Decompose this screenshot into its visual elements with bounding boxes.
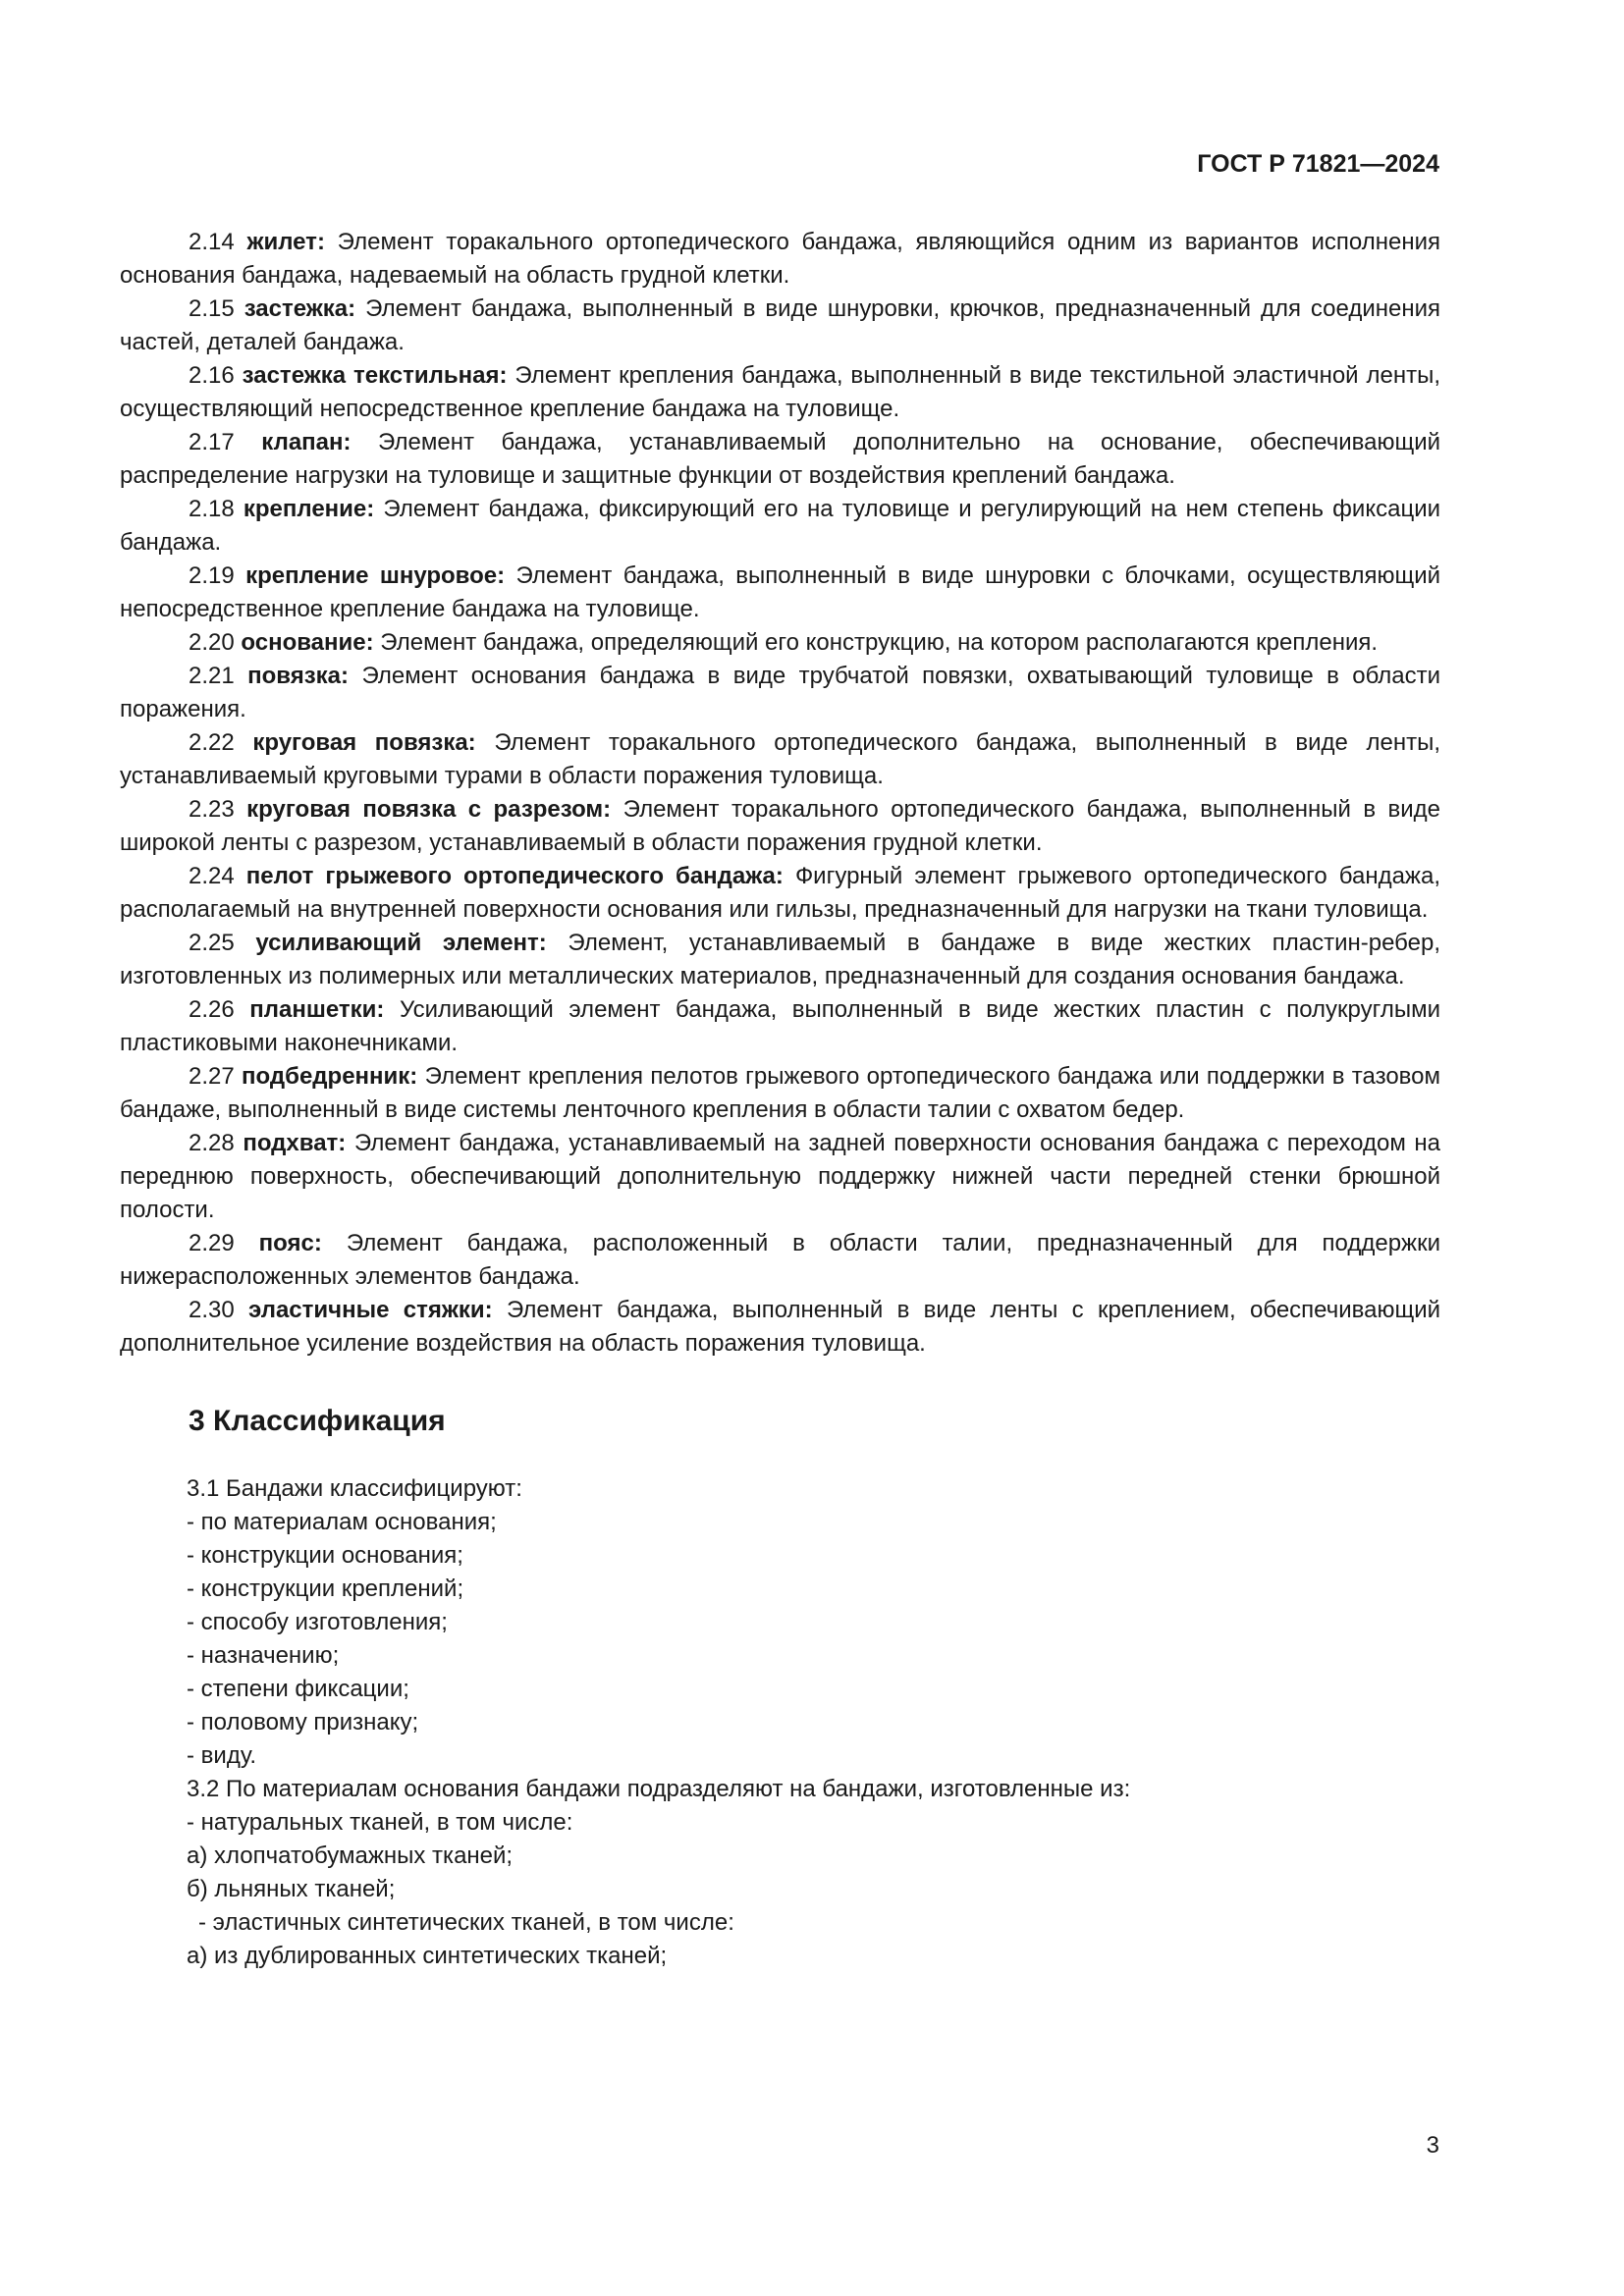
definition-item: 2.26 планшетки: Усиливающий элемент бандажа, выполненный в виде жестких пластин с полукруглыми пластиковыми наконечниками. [120, 996, 1440, 1056]
definition-term: крепление шнуровое: [245, 562, 506, 589]
definition-term: подхват: [243, 1130, 347, 1156]
list-item: а) хлопчатобумажных тканей; [187, 1842, 514, 1869]
clause-3-2: 3.2 По материалам основания бандажи подразделяют на бандажи, изготовленные из: [187, 1776, 1131, 1802]
definition-term: планшетки: [249, 996, 385, 1023]
definition-term: подбедренник: [242, 1063, 418, 1090]
definition-term: пелот грыжевого ортопедического бандажа: [245, 863, 784, 889]
definition-item: 2.27 подбедренник: Элемент крепления пелотов грыжевого ортопедического бандажа или поддержки в тазовом бандаже, выполненный в виде системы ленточного крепления в области талии с охватом бедер. [120, 1063, 1441, 1123]
definition-item: 2.16 застежка текстильная: Элемент крепления бандажа, выполненный в виде текстильной эластичной ленты, осуществляющий непосредственное крепление бандажа на туловище. [120, 362, 1440, 422]
definition-item: 2.21 повязка: Элемент основания бандажа в виде трубчатой повязки, охватывающий туловище в области поражения. [120, 663, 1441, 722]
definition-term: круговая повязка с разрезом: [246, 796, 612, 823]
definition-term: повязка: [247, 663, 350, 689]
section-heading: 3 Классификация [189, 1405, 446, 1437]
definition-item: 2.15 застежка: Элемент бандажа, выполненный в виде шнуровки, крючков, предназначенный для соединения частей, деталей бандажа. [120, 295, 1441, 355]
list-item: - виду. [187, 1742, 257, 1769]
definition-term: эластичные стяжки: [248, 1297, 493, 1323]
list-item: а) из дублированных синтетических тканей; [187, 1943, 668, 1969]
definition-term: застежка текстильная: [242, 362, 508, 389]
list-item: - конструкции креплений; [187, 1575, 464, 1602]
definition-term: крепление: [243, 496, 375, 522]
definition-term: усиливающий элемент: [255, 930, 547, 956]
definition-term: застежка: [244, 295, 356, 322]
definition-term: клапан: [261, 429, 352, 455]
definition-item: 2.30 эластичные стяжки: Элемент бандажа, выполненный в виде ленты с креплением, обеспечивающий дополнительное усиление воздействия на область поражения туловища. [120, 1297, 1441, 1357]
definition-item: 2.29 пояс: Элемент бандажа, расположенный в области талии, предназначенный для поддержки нижерасположенных элементов бандажа. [120, 1230, 1441, 1290]
definition-item: 2.22 круговая повязка: Элемент торакального ортопедического бандажа, выполненный в виде ленты, устанавливаемый круговыми турами в области поражения туловища. [120, 729, 1440, 789]
definition-item: 2.17 клапан: Элемент бандажа, устанавливаемый дополнительно на основание, обеспечивающий распределение нагрузки на туловище и защитные функции от воздействия креплений бандажа. [120, 429, 1441, 489]
list-item: - назначению; [187, 1642, 340, 1669]
definition-item: 2.14 жилет: Элемент торакального ортопедического бандажа, являющийся одним из вариантов исполнения основания бандажа, надеваемый на область грудной клетки. [120, 229, 1441, 289]
classification-section [120, 1472, 1440, 1973]
list-item: - конструкции основания; [187, 1542, 463, 1569]
definition-item: 2.24 пелот грыжевого ортопедического бандажа: Фигурный элемент грыжевого ортопедического бандажа, располагаемый на внутренней поверхности основания или гильзы, предназначенный для нагрузки на ткани туловища. [120, 863, 1440, 923]
list-item: б) льняных тканей; [187, 1876, 396, 1902]
definition-item: 2.28 подхват: Элемент бандажа, устанавливаемый на задней поверхности основания бандажа с переходом на переднюю поверхность, обеспечивающий дополнительную поддержку нижней части передней стенки брюшной полости. [120, 1130, 1441, 1223]
list-item: - половому признаку; [187, 1709, 419, 1735]
definitions-list [120, 226, 1440, 1361]
page-content [120, 226, 1440, 1973]
list-item: - эластичных синтетических тканей, в том числе: [198, 1909, 734, 1936]
definition-item: 2.19 крепление шнуровое: Элемент бандажа, выполненный в виде шнуровки с блочками, осуществляющий непосредственное крепление бандажа на туловище. [120, 562, 1441, 622]
definition-term: жилет: [246, 229, 325, 255]
clause-3-1: 3.1 Бандажи классифицируют: [187, 1475, 522, 1502]
definition-term: пояс: [258, 1230, 322, 1256]
definition-term: основание: [241, 629, 374, 656]
standard-header: ГОСТ Р 71821—2024 [1197, 150, 1439, 178]
definition-item: 2.18 крепление: Элемент бандажа, фиксирующий его на туловище и регулирующий на нем степень фиксации бандажа. [120, 496, 1441, 556]
page-number: 3 [1426, 2132, 1439, 2159]
definition-item: 2.20 основание: Элемент бандажа, определяющий его конструкцию, на котором располагаются крепления. [189, 629, 1379, 656]
definition-item: 2.25 усиливающий элемент: Элемент, устанавливаемый в бандаже в виде жестких пластин-ребер, изготовленных из полимерных или металлических материалов, предназначенный для создания основания бандажа. [120, 930, 1441, 989]
list-item: - натуральных тканей, в том числе: [187, 1809, 573, 1836]
list-item: - степени фиксации; [187, 1676, 409, 1702]
definition-item: 2.23 круговая повязка с разрезом: Элемент торакального ортопедического бандажа, выполненный в виде широкой ленты с разрезом, устанавливаемый в области поражения грудной клетки. [120, 796, 1441, 856]
list-item: - способу изготовления; [187, 1609, 448, 1635]
list-item: - по материалам основания; [187, 1509, 497, 1535]
definition-term: круговая повязка: [252, 729, 476, 756]
